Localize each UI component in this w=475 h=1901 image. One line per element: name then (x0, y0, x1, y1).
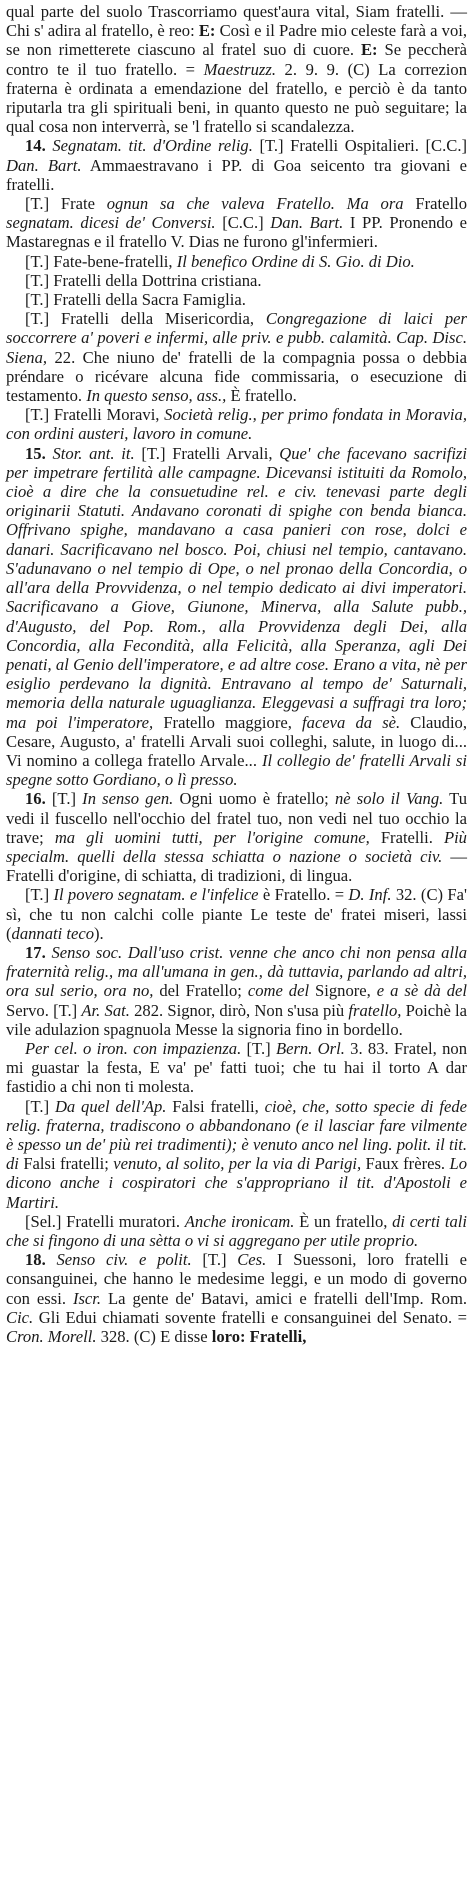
italic-text: Per cel. o iron. con impazienza. (25, 1038, 242, 1058)
text-run: Fratelli. (369, 827, 444, 847)
text-run: [T.] Fate-bene-fratelli, (25, 251, 177, 271)
text-run: 22. Che niuno de' fratelli de la compagnia possa o debbia préndare o ricévare alcuna fide commissaria, o esecuzione di testamento. (6, 347, 467, 406)
italic-text: Dan. Bart. (6, 155, 82, 175)
italic-text: D. Inf. (348, 885, 392, 905)
text-run: Tu vedi il fuscello nell'occhio del fratel tuo, non vedi nel tuo occhio la trave; (6, 789, 468, 847)
entry-paragraph (6, 1212, 467, 1250)
italic-text: Ces. (237, 1250, 267, 1270)
italic-text: Il povero segnatam. e l'infelice (53, 885, 259, 905)
entry-paragraph (6, 271, 467, 290)
text-run: [T.] (51, 789, 83, 809)
italic-text: In senso gen. (82, 789, 174, 809)
italic-text: Bern. Orl. (275, 1038, 345, 1058)
italic-text: faceva da sè. (302, 712, 401, 732)
italic-text: In questo senso, ass., (86, 386, 227, 406)
italic-text: cioè, che, sotto specie di fede relig. fraterna, tradiscono o abbandonano (e il lasciar fare vilmente è spesso un de' più rei tradimenti); è venuto anco nel ling. polit. il tit. di (6, 1096, 467, 1174)
italic-text: Cic. (6, 1307, 34, 1327)
text-run: Falsi fratelli, (166, 1096, 265, 1116)
italic-text: Que' che facevano sacrifizi per impetrare fertilità alle campagne. Dicevansi istituiti da Romolo, cioè a dire che la consuetudine rel. e civ. tenevasi parte degli originarii Statuti. Andavano coronati di spighe con benda bianca. Offrivano spighe, mandavano a casa panieri con rose, dolci e danari. Sacrificavano nel bosco. Poi, chiusi nel tempio, cantavano. S'adunavano o nel tempio di Ope, o nel pronao della Concordia, o all'ara della Provvidenza, o nel tempio dedicato ai divi imperatori. Sacrificavano a Giove, Giunone, Minerva, alla Salute pubb., d'Augusto, del Pop. Rom., alla Provvidenza degli Dei, alla Concordia, alla Fecondità, alla Felicità, alla Speranza, agli Dei penati, al Genio dell'imperatore, e ad altre cose. Erano a vita, nè per esiglio perdevano la dignità. Entravano al tempo de' Saturnali, memoria della naturale uguaglianza. Eleggevasi a suffragi tra loro; ma poi l'imperatore, (6, 443, 467, 732)
text-run: Falsi fratelli; (18, 1154, 114, 1174)
italic-text: Maestruzz. (203, 59, 276, 79)
text-run: La gente de' Batavi, amici e fratelli dell'Imp. Rom. (101, 1288, 467, 1308)
text-run: [T.] Fratelli Arvali, (134, 443, 280, 463)
text-run: Poichè la vile adulazion spagnuola Messe la signoria fino in bordello. (6, 1000, 468, 1039)
italic-text: di certi tali che si fingono di una sètta o vi si aggregano per utile proprio. (6, 1211, 468, 1250)
entry-paragraph (6, 444, 467, 790)
text-run: [T.] Fratelli della Misericordia, (25, 309, 266, 329)
italic-text: nè solo il Vang. (334, 789, 444, 809)
italic-text: come del (247, 981, 310, 1001)
entry-paragraph (6, 943, 467, 1039)
italic-text: venuto, al solito, per la via di Parigi, (113, 1154, 362, 1174)
text-run: 32. (C) Fa' sì, che tu non calchi colle piante Le teste de' fratei miseri, lassi ( (6, 885, 467, 943)
italic-text: e a sè dà del (376, 981, 467, 1001)
entry-paragraph (6, 290, 467, 309)
text-run: Faux frères. (361, 1154, 450, 1174)
italic-text: Dan. Bart. (270, 213, 344, 233)
entry-paragraph (6, 136, 467, 194)
text-run: [T.] Frate (25, 194, 107, 214)
entry-paragraph (6, 885, 467, 943)
text-run: 328. (C) E disse (96, 1327, 212, 1347)
italic-text: Società relig., per primo fondata in Moravia, con ordini austeri, lavoro in comune. (6, 405, 467, 444)
text-run: [T.] Fratelli della Sacra Famiglia. (25, 290, 246, 310)
italic-text: Da quel dell'Ap. (54, 1096, 167, 1116)
italic-text: Senso civ. e polit. (56, 1250, 192, 1270)
italic-text: Il collegio de' fratelli Arvali si spegne sotto Gordiano, o lì presso. (6, 750, 467, 790)
text-run: — Fratelli d'origine, di schiatta, di tradizioni, di lingua. (6, 846, 467, 886)
text-run: qual parte del suolo Trascorriamo quest'aura vital, Siam fratelli. — Chi s' adira al fratello, è reo: (6, 2, 467, 41)
text-run: [T.] (25, 885, 54, 905)
italic-text: Più specialm. quelli della stessa schiatta o nazione o società civ. (6, 827, 467, 866)
italic-text: Stor. ant. it. (52, 443, 135, 463)
text-run: I Suessoni, loro fratelli e consanguinei, che hanno le medesime leggi, e un modo di governo con essi. (6, 1250, 468, 1308)
text-run: [C.C.] (215, 213, 271, 233)
italic-text: Iscr. (72, 1288, 102, 1308)
text-run: È un fratello, (294, 1211, 393, 1231)
italic-text: Ar. Sat. (81, 1000, 130, 1020)
text-run: Così e il Padre mio celeste farà a voi, se non rimetterete ciascuno al fratel suo di cuore. (6, 21, 468, 60)
text-run: è Fratello. = (258, 885, 349, 905)
bold-text: E: (198, 21, 216, 41)
text-run: [T.] (241, 1038, 276, 1058)
text-run: [T.] Fratelli della Dottrina cristiana. (25, 270, 262, 290)
bold-text: 18. (25, 1250, 57, 1270)
text-run: Servo. [T.] (6, 1000, 82, 1020)
bold-text: E: (360, 40, 378, 60)
entry-paragraph (6, 405, 467, 443)
entry-paragraph (6, 1250, 467, 1346)
text-run: Signore, (309, 981, 377, 1001)
text-run: [T.] Fratelli Ospitalieri. [C.C.] (252, 136, 467, 156)
entry-paragraph (6, 2, 467, 136)
text-run: [T.] (25, 1096, 55, 1116)
text-run: 3. 83. Fratel, non mi guastar la festa, E va' pe' fatti tuoi; che tu hai il torto A dar fastidio a chi non ti molesta. (6, 1038, 467, 1097)
entry-paragraph (6, 252, 467, 271)
text-run: del Fratello; (153, 981, 248, 1001)
entry-paragraph (6, 194, 467, 252)
text-run: [Sel.] Fratelli muratori. (25, 1211, 185, 1231)
entry-paragraph (6, 1039, 467, 1097)
text-run: ). (94, 923, 104, 943)
italic-text: Anche ironicam. (184, 1211, 295, 1231)
text-run: Ammaestravano i PP. di Goa seicento tra giovani e fratelli. (6, 155, 467, 194)
bold-text: 16. (25, 789, 52, 809)
text-run: 2. 9. 9. (C) La correzion fraterna è ordinata a emendazione del fratello, e perciò è da tanto riputarla tra gli spirituali beni, in quanto questo ne può seguitare; la qual cosa non interverrà, se 'l fratello si scandalezza. (6, 59, 467, 137)
italic-text: Senso soc. Dall'uso crist. venne che anco chi non pensa alla fraternità relig., ma all'umana in gen., dà tuttavia, parlando ad altri, ora sul serio, ora no, (6, 942, 468, 1001)
italic-text: Congregazione di laici per soccorrere a' poveri e infermi, alle priv. e pubb. calamità. Cap. Disc. Siena, (6, 309, 467, 367)
text-run: Fratello maggiore, (153, 712, 303, 732)
entry-paragraph (6, 1097, 467, 1212)
italic-text: segnatam. dicesi de' Conversi. (6, 213, 216, 233)
bold-text: 15. (25, 443, 53, 463)
text-run: Gli Edui chiamati sovente fratelli e consanguinei del Senato. = (33, 1307, 467, 1327)
entry-paragraph (6, 789, 467, 885)
italic-text: ma gli uomini tutti, per l'origine comune, (54, 827, 370, 847)
bold-text: 14. (25, 136, 53, 156)
text-run: [T.] (191, 1250, 238, 1270)
text-run: I PP. Pronendo e Mastaregnas e il fratello V. Dias ne furono gl'infermieri. (6, 213, 468, 252)
italic-text: Segnatam. tit. (52, 136, 147, 156)
text-run: È fratello. (226, 386, 297, 406)
italic-text: ognun sa che valeva Fratello. Ma ora (106, 194, 404, 214)
text-run: Claudio, Cesare, Augusto, a' fratelli Arvali suoi colleghi, salute, in luogo di... Vi nomino a collega fratello Arvale... (6, 712, 467, 770)
text-run: Se peccherà contro te il tuo fratello. = (6, 40, 467, 79)
entry-paragraph (6, 309, 467, 405)
text-run: Ogni uomo è fratello; (173, 789, 335, 809)
text-run: [T.] Fratelli Moravi, (25, 405, 165, 425)
text-run: Fratello (403, 194, 467, 214)
italic-text: dannati teco (11, 923, 95, 943)
italic-text: Cron. Morell. (6, 1327, 97, 1347)
italic-text: d'Ordine relig. (153, 136, 253, 156)
text-run: 282. Signor, dirò, Non s'usa più (129, 1000, 349, 1020)
italic-text: Il benefico Ordine di S. Gio. di Dio. (176, 251, 415, 271)
bold-text: 17. (25, 942, 52, 962)
italic-text: Lo dicono anche i cospiratori che s'appropriano il tit. d'Apostoli e Martiri. (6, 1154, 467, 1212)
bold-text: loro: Fratelli, (211, 1327, 307, 1347)
italic-text: fratello, (348, 1000, 402, 1020)
